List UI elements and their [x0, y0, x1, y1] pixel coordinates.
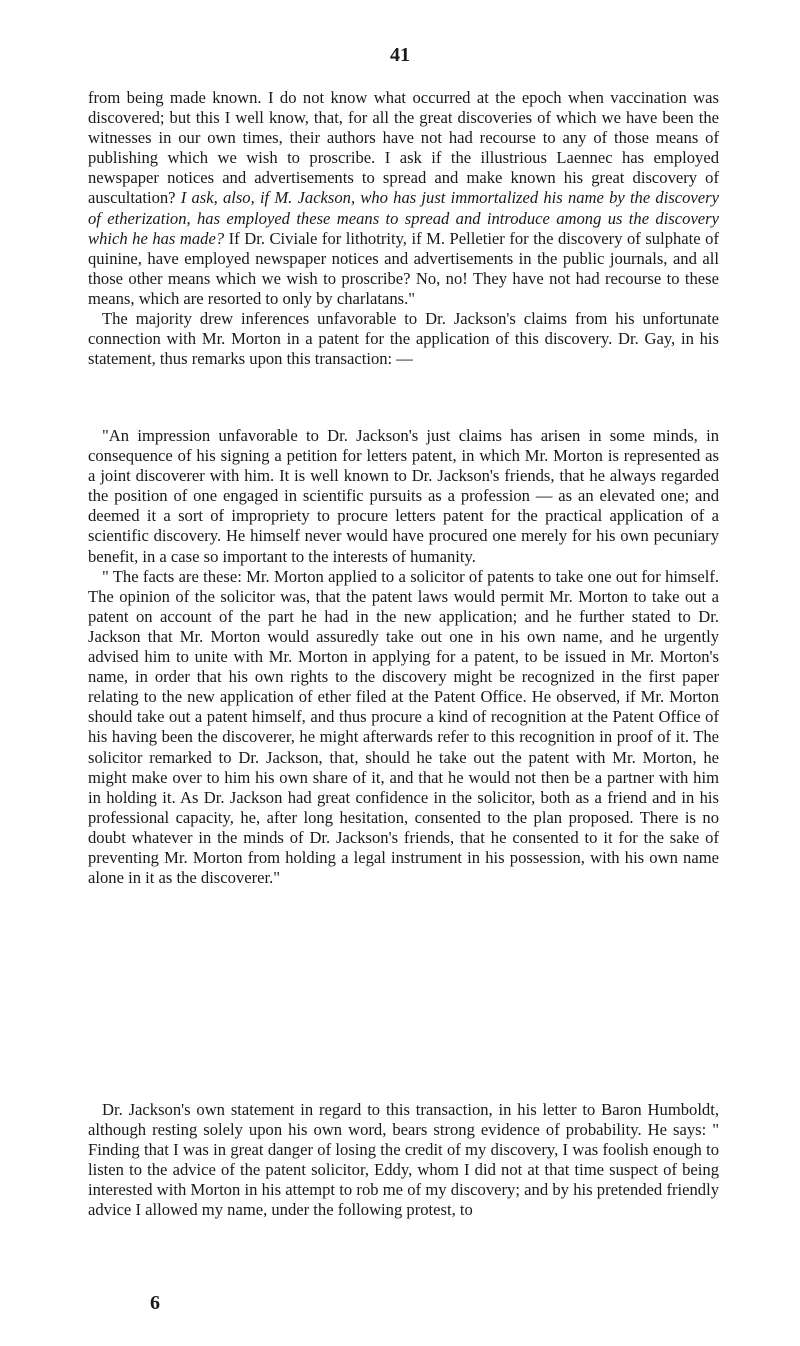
paragraph-laennec-quote [88, 88, 719, 369]
paragraph-text: "An impression unfavorable to Dr. Jackson's just claims has arisen in some minds, in consequence of his signing a petition for letters patent, in which Mr. Morton is represented as a joint discoverer with him. It is well known to Dr. Jackson's friends, that he always regarded the position of one engaged in scientific pursuits as a profession — as an elevated one; and deemed it a sort of impropriety to procure letters patent for the practical application of a scientific discovery. He himself never would have procured one merely for his own pecuniary benefit, in a case so important to the interests of humanity. [88, 426, 719, 566]
paragraph-text [88, 88, 719, 309]
paragraph-gay-statement [88, 426, 719, 888]
text-run: from being made known. I do not know what occurred at the epoch when vaccination was discovered; but this I well know, that, for all the great discoveries of which we have been the witnesses in our own times, their authors have not had recourse to any of those means of publishing which we wish to proscribe. I ask if the illustrious Laennec has employed newspaper notices and advertisements to spread and make known his great discovery of auscultation? [88, 88, 719, 208]
italic-text-run: I ask, also, if M. Jackson, who has just immortalized his name by the discovery of etherization, has employed these means to spread and introduce among us the discovery which he has made? [88, 188, 719, 248]
paragraph-text: The majority drew inferences unfavorable to Dr. Jackson's claims from his unfortunate connection with Mr. Morton in a patent for the application of this discovery. Dr. Gay, in his statement, thus remarks upon this transaction: — [88, 309, 719, 369]
text-run: If Dr. Civiale for lithotrity, if M. Pelletier for the discovery of sulphate of quinine, have employed newspaper notices and advertisements in the public journals, and all those other means which we wish to proscribe? No, no! They have not had recourse to these means, which are resorted to only by charlatans." [88, 228, 719, 308]
page-number: 41 [390, 44, 410, 66]
signature-mark: 6 [150, 1292, 160, 1314]
paragraph-humboldt-letter [88, 1100, 719, 1221]
paragraph-text: Dr. Jackson's own statement in regard to this transaction, in his letter to Baron Humboldt, although resting solely upon his own word, bears strong evidence of probability. He says: " Finding that I was in great danger of losing the credit of my discovery, I was foolish enough to listen to the advice of the patent solicitor, Eddy, whom I did not at that time suspect of being interested with Morton in his attempt to rob me of my discovery; and by his pretended friendly advice I allowed my name, under the following protest, to [88, 1100, 719, 1220]
paragraph-text: " The facts are these: Mr. Morton applied to a solicitor of patents to take one out for himself. The opinion of the solicitor was, that the patent laws would permit Mr. Morton to take out a patent on account of the part he had in the new application; and he further stated to Dr. Jackson that Mr. Morton would assuredly take out one in his own name, and he urgently advised him to unite with Mr. Morton in applying for a patent, to be issued in Mr. Morton's name, in order that his own rights to the discovery might be recognized in the first paper relating to the new application of ether filed at the Patent Office. He observed, if Mr. Morton should take out a patent himself, and thus procure a kind of recognition at the Patent Office of his having been the discoverer, he might afterwards refer to this recognition in proof of it. The solicitor remarked to Dr. Jackson, that, should he take out the patent with Mr. Morton, he might make over to him his own share of it, and that he would not then be a partner with him in holding it. As Dr. Jackson had great confidence in the solicitor, both as a friend and in his professional capacity, he, after long hesitation, consented to the plan proposed. There is no doubt whatever in the minds of Dr. Jackson's friends, that he consented to it for the sake of preventing Mr. Morton from holding a legal instrument in his possession, with his own name alone in it as the discoverer." [88, 566, 719, 888]
